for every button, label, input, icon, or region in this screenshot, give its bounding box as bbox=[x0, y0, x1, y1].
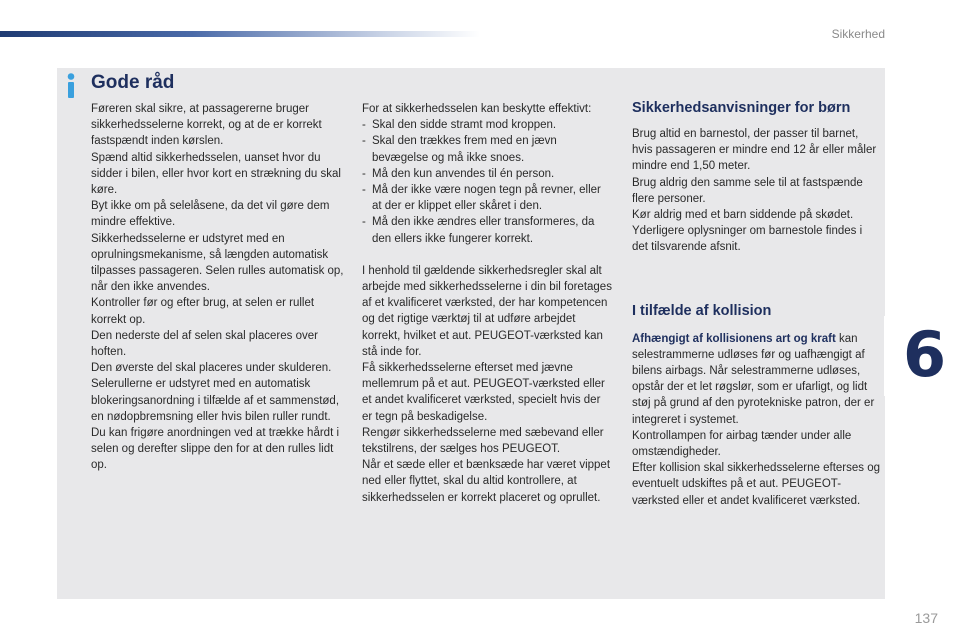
box-title: Gode råd bbox=[91, 72, 175, 93]
list-item: - Skal den sidde stramt mod kroppen. bbox=[362, 117, 612, 133]
paragraph: Rengør sikkerhedsselerne med sæbevand eller tekstilrens, der sælges hos PEUGEOT. bbox=[362, 426, 604, 456]
info-icon bbox=[63, 72, 79, 100]
paragraph: Spænd altid sikkerhedsselen, uanset hvor du sidder i bilen, eller hvor kort en strækning du skal køre. bbox=[91, 151, 341, 197]
bold-lead: Afhængigt af kollisionens art og kraft bbox=[632, 332, 836, 345]
paragraph: Byt ikke om på selelåsene, da det vil gøre dem mindre effektive. bbox=[91, 200, 330, 229]
header-color-bar bbox=[0, 31, 480, 37]
section-title: Sikkerhed bbox=[831, 27, 885, 41]
paragraph: Når et sæde eller et bænksæde har været vippet ned eller flyttet, skal du altid kontrollere, at sikkerhedsselen er korrekt placeret og oprullet. bbox=[362, 459, 611, 504]
page-number: 137 bbox=[914, 610, 938, 626]
subheading-collision: I tilfælde af kollision bbox=[632, 302, 772, 319]
paragraph: Sikkerhedsselerne er udstyret med en oprulningsmekanisme, så længden automatisk tilpasses passageren. Selen rulles automatisk op, når den ikke anvendes. bbox=[91, 232, 344, 294]
subheading-children: Sikkerhedsanvisninger for børn bbox=[632, 100, 851, 116]
lead-continuation: kan selestrammerne udløses før og uafhængigt af bilens airbags. Når selestrammerne udløses, opstår der et let røgslør, som er ufarligt, og lidt støj på grund af den pyrotekniske patron, der er integreret i systemet. bbox=[632, 332, 875, 426]
paragraph: Kør aldrig med et barn siddende på skødet. bbox=[632, 209, 854, 222]
requirements-list bbox=[362, 117, 612, 247]
paragraph: Yderligere oplysninger om barnestole findes i det tilsvarende afsnit. bbox=[632, 225, 863, 254]
column-1 bbox=[91, 101, 346, 474]
column-2 bbox=[362, 101, 612, 506]
paragraph: Kontroller før og efter brug, at selen er rullet korrekt op. bbox=[91, 297, 315, 326]
chapter-number: 6 bbox=[903, 318, 947, 391]
list-item: - Må der ikke være nogen tegn på revner, eller at der er klippet eller skåret i den. bbox=[362, 182, 612, 214]
list-item: - Må den kun anvendes til én person. bbox=[362, 166, 612, 182]
paragraph: Føreren skal sikre, at passagererne bruger sikkerhedsselerne korrekt, og at de er korrekt fastspændt inden kørslen. bbox=[91, 103, 322, 148]
paragraph: Selerullerne er udstyret med en automatisk blokeringsanordning i tilfælde af et sammenstød, en nødopbremsning eller hvis bilen ruller rundt. Du kan frigøre anordningen ved at trække hårdt i selen og derefter slippe den for at den rulles lidt op. bbox=[91, 378, 340, 472]
paragraph: Brug aldrig den samme sele til at fastspænde flere personer. bbox=[632, 176, 863, 205]
list-intro: For at sikkerhedsselen kan beskytte effektivt: bbox=[362, 103, 592, 115]
paragraph: Brug altid en barnestol, der passer til barnet, hvis passageren er mindre end 12 år eller måler mindre end 1,50 meter. bbox=[632, 128, 877, 173]
paragraph: Efter kollision skal sikkerhedsselerne efterses og eventuelt udskiftes på et aut. PEUGEOT-værksted eller et andet kvalificeret værksted. bbox=[632, 462, 881, 507]
list-item: - Må den ikke ændres eller transformeres, da den ellers ikke fungerer korrekt. bbox=[362, 214, 612, 246]
paragraph: Kontrollampen for airbag tænder under alle omstændigheder. bbox=[632, 429, 852, 459]
column-3 bbox=[632, 100, 880, 509]
list-item: - Skal den trækkes frem med en jævn bevægelse og må ikke snoes. bbox=[362, 133, 612, 165]
paragraph: Få sikkerhedsselerne efterset med jævne mellemrum på et aut. PEUGEOT-værksted eller et andet kvalificeret værksted, specielt hvis der er tegn på beskadigelse. bbox=[362, 362, 605, 423]
paragraph: Den nederste del af selen skal placeres over hoften. bbox=[91, 329, 318, 359]
paragraph: Den øverste del skal placeres under skulderen. bbox=[91, 362, 332, 375]
paragraph: I henhold til gældende sikkerhedsregler skal alt arbejde med sikkerhedsselerne i din bil foretages af et kvalificeret værksted, der har kompetencen og det rigtige værktøj til at udføre arbejdet korrekt, hvilket et aut. PEUGEOT-værksted kan stå inde for. bbox=[362, 264, 612, 358]
paragraph bbox=[632, 331, 880, 428]
spacer bbox=[362, 247, 612, 263]
